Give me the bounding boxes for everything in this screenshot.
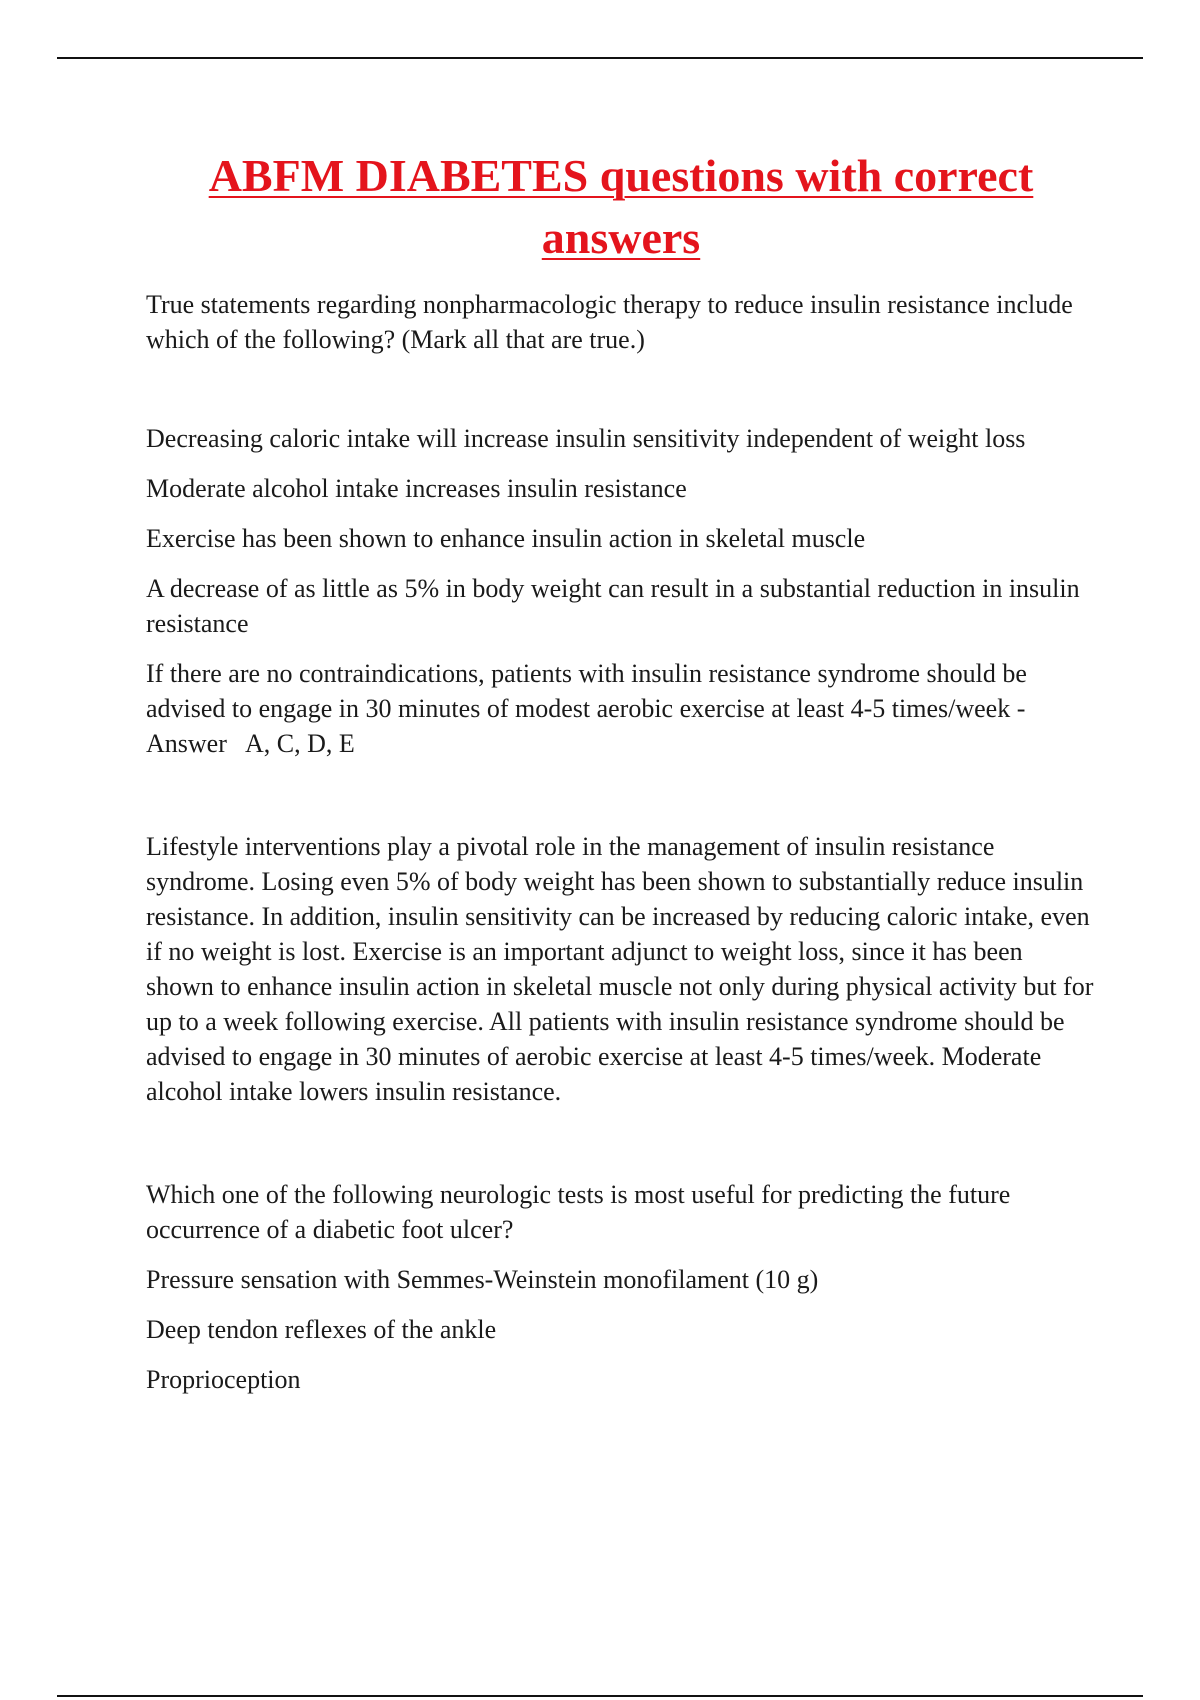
question-2-option-b: Deep tendon reflexes of the ankle bbox=[146, 1315, 497, 1344]
spacer bbox=[146, 456, 1096, 471]
document-page bbox=[146, 145, 1096, 1397]
spacer bbox=[146, 506, 1096, 521]
question-2-text: Which one of the following neurologic tests is most useful for predicting the future occurrence of a diabetic foot ulcer? bbox=[146, 1180, 1011, 1244]
question-2 bbox=[146, 1177, 1096, 1397]
question-1-option-e-with-answer bbox=[146, 656, 1096, 761]
question-1-option-c: Exercise has been shown to enhance insulin action in skeletal muscle bbox=[146, 524, 866, 553]
question-1-option-e: If there are no contraindications, patients with insulin resistance syndrome should be advised to engage in 30 minutes of modest aerobic exercise at least 4-5 times/week bbox=[146, 659, 1027, 723]
question-1-option-a: Decreasing caloric intake will increase insulin sensitivity independent of weight loss bbox=[146, 424, 1026, 453]
question-1-text: True statements regarding nonpharmacologic therapy to reduce insulin resistance include which of the following? (Mark all that are true.) bbox=[146, 290, 1073, 354]
question-1-explanation: Lifestyle interventions play a pivotal role in the management of insulin resistance syndrome. Losing even 5% of body weight has been shown to substantially reduce insulin resistance. In addition, insulin sensitivity can be increased by reducing caloric intake, even if no weight is lost. Exercise is an important adjunct to weight loss, since it has been shown to enhance insulin action in skeletal muscle not only during physical activity but for up to a week following exercise. All patients with insulin resistance syndrome should be advised to engage in 30 minutes of aerobic exercise at least 4-5 times/week. Moderate alcohol intake lowers insulin resistance. bbox=[146, 832, 1094, 1106]
spacer bbox=[146, 357, 1096, 421]
question-1 bbox=[146, 287, 1096, 1109]
spacer bbox=[146, 556, 1096, 571]
answer-label: - Answer bbox=[146, 694, 1026, 758]
bottom-rule bbox=[57, 1695, 1143, 1697]
answer-separator bbox=[227, 729, 245, 758]
question-2-option-a: Pressure sensation with Semmes-Weinstein monofilament (10 g) bbox=[146, 1265, 819, 1294]
document-title: ABFM DIABETES questions with correct answers bbox=[208, 150, 1034, 263]
spacer bbox=[146, 1347, 1096, 1362]
question-2-option-c: Proprioception bbox=[146, 1365, 301, 1394]
spacer bbox=[146, 1297, 1096, 1312]
question-1-option-b: Moderate alcohol intake increases insulin resistance bbox=[146, 474, 687, 503]
spacer bbox=[146, 641, 1096, 656]
top-rule bbox=[57, 57, 1143, 59]
answer-value: A, C, D, E bbox=[244, 729, 355, 758]
question-1-option-d: A decrease of as little as 5% in body weight can result in a substantial reduction in insulin resistance bbox=[146, 574, 1080, 638]
spacer bbox=[146, 761, 1096, 829]
spacer bbox=[146, 1109, 1096, 1177]
spacer bbox=[146, 1247, 1096, 1262]
